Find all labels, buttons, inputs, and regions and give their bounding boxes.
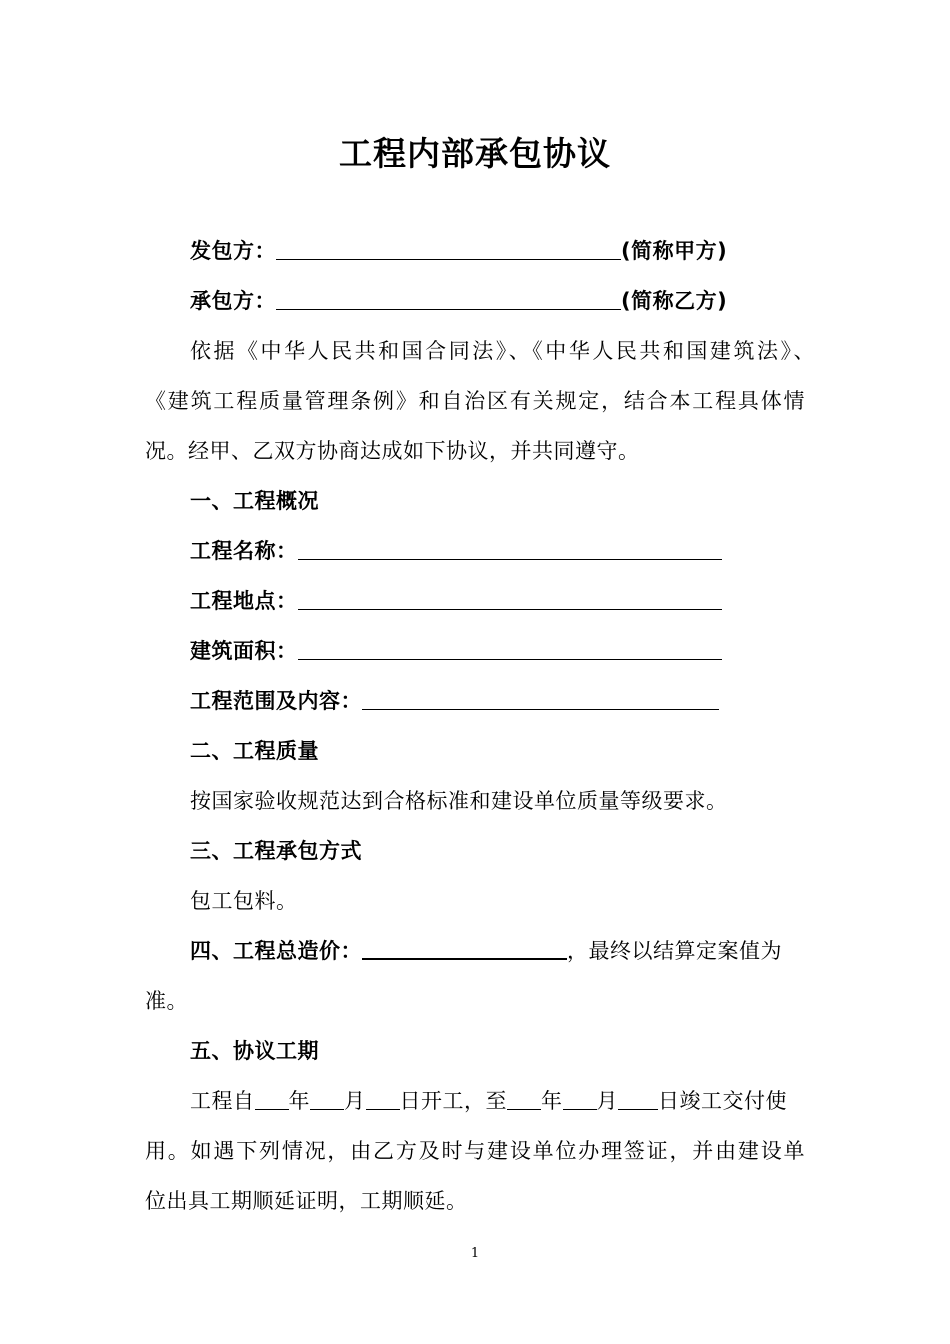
project-scope-line	[190, 686, 860, 716]
total-price-blank[interactable]	[362, 936, 567, 960]
section-2-text: 按国家验收规范达到合格标准和建设单位质量等级要求。	[190, 789, 728, 813]
project-location-line	[190, 586, 860, 616]
project-location-label: 工程地点：	[190, 589, 298, 613]
party-b-blank[interactable]	[276, 287, 621, 310]
party-b-label: 承包方：	[190, 289, 276, 313]
party-b-suffix: (简称乙方)	[621, 289, 728, 313]
start-month-label: 月	[344, 1089, 366, 1113]
intro-line-3: 况。经甲、乙双方协商达成如下协议，并共同遵守。	[145, 439, 640, 463]
schedule-start-text: 工程自	[190, 1089, 255, 1113]
end-month-label: 月	[596, 1089, 618, 1113]
page-number: 1	[470, 1246, 480, 1261]
section-2-heading: 二、工程质量	[190, 739, 319, 763]
project-name-label: 工程名称：	[190, 539, 298, 563]
party-a-line	[190, 236, 860, 266]
project-name-blank[interactable]	[298, 537, 722, 560]
end-day-label: 日竣工交付使	[658, 1089, 787, 1113]
end-year-label: 年	[541, 1089, 563, 1113]
party-a-suffix: (简称甲方)	[621, 239, 728, 263]
start-day-blank[interactable]	[366, 1087, 400, 1110]
building-area-blank[interactable]	[298, 637, 722, 660]
section-1-heading: 一、工程概况	[190, 489, 319, 513]
end-year-blank[interactable]	[507, 1087, 541, 1110]
intro-line-1: 依据《中华人民共和国合同法》、《中华人民共和国建筑法》、	[190, 339, 815, 363]
end-month-blank[interactable]	[563, 1087, 597, 1110]
document-title: 工程内部承包协议	[339, 134, 611, 173]
project-name-line	[190, 536, 860, 566]
end-day-blank[interactable]	[618, 1087, 658, 1110]
section-5-heading: 五、协议工期	[190, 1039, 319, 1063]
section-3-text: 包工包料。	[190, 889, 298, 913]
schedule-line-1	[190, 1086, 860, 1116]
intro-line-2: 《建筑工程质量管理条例》和自治区有关规定，结合本工程具体情	[145, 389, 805, 413]
party-b-line	[190, 286, 860, 316]
start-year-blank[interactable]	[255, 1087, 289, 1110]
section-4-after: ，最终以结算定案值为	[567, 939, 782, 963]
building-area-line	[190, 636, 860, 666]
project-location-blank[interactable]	[298, 587, 722, 610]
start-day-label: 日开工，至	[399, 1089, 507, 1113]
party-a-label: 发包方：	[190, 239, 276, 263]
party-a-blank[interactable]	[276, 237, 621, 260]
schedule-line-3: 位出具工期顺延证明，工期顺延。	[145, 1189, 468, 1213]
building-area-label: 建筑面积：	[190, 639, 298, 663]
project-scope-label: 工程范围及内容：	[190, 689, 362, 713]
schedule-line-2: 用。如遇下列情况，由乙方及时与建设单位办理签证，并由建设单	[145, 1139, 805, 1163]
section-3-heading: 三、工程承包方式	[190, 839, 362, 863]
start-month-blank[interactable]	[310, 1087, 344, 1110]
section-4-heading: 四、工程总造价：	[190, 939, 362, 963]
section-4-line	[190, 936, 860, 966]
section-4-line-2: 准。	[145, 989, 188, 1013]
start-year-label: 年	[288, 1089, 310, 1113]
project-scope-blank[interactable]	[362, 687, 719, 710]
